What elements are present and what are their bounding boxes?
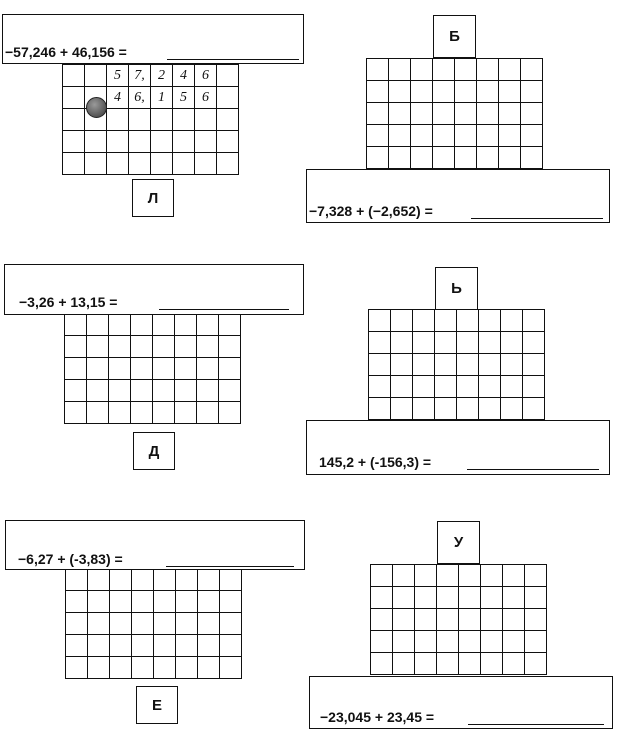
grid-cell[interactable]: [481, 587, 503, 609]
grid-cell[interactable]: 2: [151, 65, 173, 87]
grid-cell[interactable]: [503, 565, 525, 587]
grid-cell[interactable]: [415, 631, 437, 653]
grid-cell[interactable]: 6: [195, 87, 217, 109]
grid-row: [371, 653, 547, 675]
equation-box: [309, 676, 613, 729]
grid-cell[interactable]: 4: [173, 65, 195, 87]
grid-cell[interactable]: 6,: [129, 87, 151, 109]
grid-cell[interactable]: [503, 631, 525, 653]
grid-cell[interactable]: [481, 653, 503, 675]
grid-cell[interactable]: 5: [173, 87, 195, 109]
grid-cell[interactable]: [525, 565, 547, 587]
grid-cell[interactable]: [459, 587, 481, 609]
grid-row: [371, 587, 547, 609]
grid-cell[interactable]: [459, 609, 481, 631]
equation-text: −23,045 + 23,45 =: [320, 709, 435, 725]
equation-text: −6,27 + (-3,83) =: [18, 551, 123, 567]
letter-box: Ь: [435, 267, 478, 310]
equation-text: −7,328 + (−2,652) =: [309, 203, 433, 219]
grid-cell[interactable]: [481, 609, 503, 631]
answer-line[interactable]: [468, 724, 604, 725]
grid-cell[interactable]: [415, 565, 437, 587]
grid-cell[interactable]: [371, 565, 393, 587]
equation-text: 145,2 + (-156,3) =: [319, 454, 432, 470]
letter-box: Д: [133, 432, 175, 470]
grid-cell[interactable]: [437, 653, 459, 675]
equation-text: −3,26 + 13,15 =: [19, 294, 118, 310]
grid-cell[interactable]: [525, 587, 547, 609]
grid-cell[interactable]: [393, 609, 415, 631]
grid-cell[interactable]: [415, 653, 437, 675]
grid-cell[interactable]: [393, 653, 415, 675]
letter-box: У: [437, 521, 480, 564]
letter-box: Л: [132, 179, 174, 217]
grid-cell[interactable]: [393, 587, 415, 609]
grid-cell[interactable]: [437, 587, 459, 609]
grid-cell[interactable]: [481, 565, 503, 587]
grid-row: [371, 565, 547, 587]
grid-cell[interactable]: [503, 587, 525, 609]
grid-cell[interactable]: [393, 565, 415, 587]
grid-cell[interactable]: [525, 609, 547, 631]
grid-cell[interactable]: [459, 631, 481, 653]
grid-cell[interactable]: [437, 565, 459, 587]
grid-cell[interactable]: [503, 653, 525, 675]
letter-box: Е: [136, 686, 178, 724]
grid-cell[interactable]: [393, 631, 415, 653]
grid-cell[interactable]: 7,: [129, 65, 151, 87]
grid-cell[interactable]: [525, 653, 547, 675]
grid-row: [371, 609, 547, 631]
grid-cell[interactable]: [371, 609, 393, 631]
grid-cell[interactable]: 5: [107, 65, 129, 87]
grid-cell[interactable]: [371, 631, 393, 653]
equation-text: −57,246 + 46,156 =: [5, 44, 127, 60]
letter-box: Б: [433, 15, 476, 58]
grid-cell[interactable]: 4: [107, 87, 129, 109]
grid-cell[interactable]: [459, 653, 481, 675]
grid-cell[interactable]: [459, 565, 481, 587]
grid-cell[interactable]: [371, 587, 393, 609]
grid-cell[interactable]: [503, 609, 525, 631]
grid-cell[interactable]: [415, 609, 437, 631]
grid-cell[interactable]: [371, 653, 393, 675]
grid-cell[interactable]: 6: [195, 65, 217, 87]
grid-cell[interactable]: 1: [151, 87, 173, 109]
grid-cell[interactable]: [437, 609, 459, 631]
answer-grid[interactable]: [370, 564, 547, 675]
grid-cell[interactable]: [481, 631, 503, 653]
grid-cell[interactable]: [437, 631, 459, 653]
grid-cell[interactable]: [415, 587, 437, 609]
grid-row: [371, 631, 547, 653]
grid-cell[interactable]: [525, 631, 547, 653]
